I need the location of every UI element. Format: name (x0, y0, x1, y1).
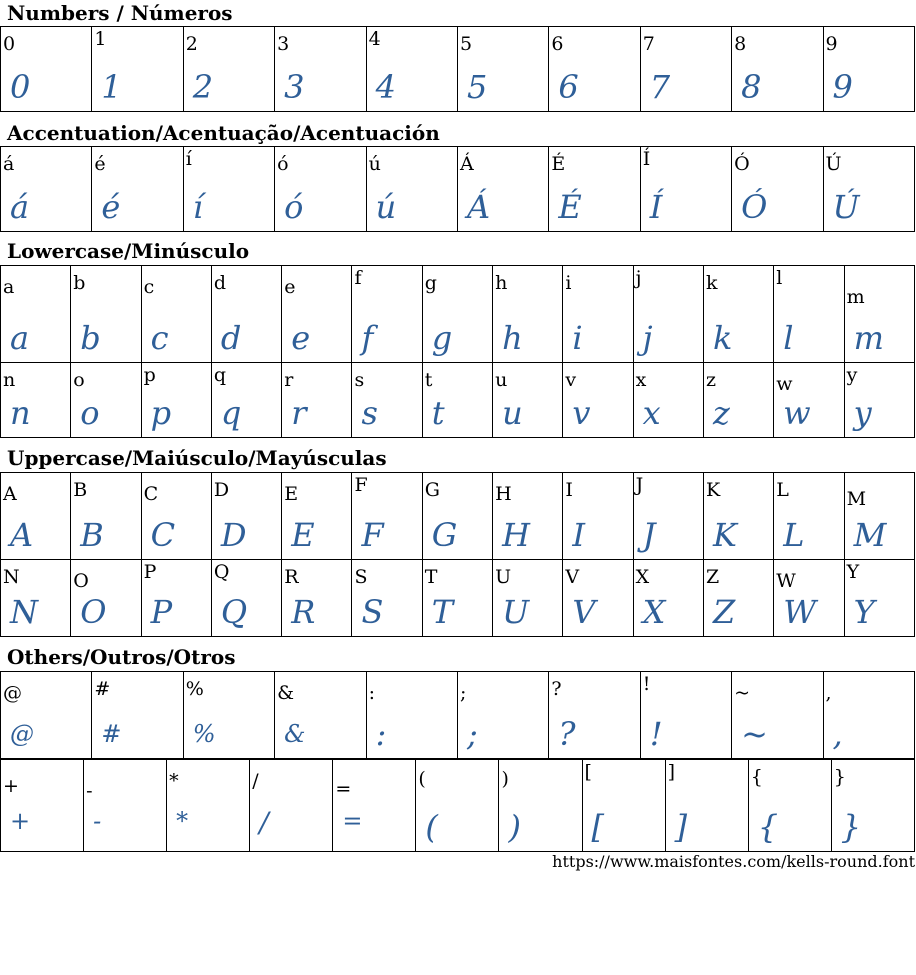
glyph-cell (1, 27, 92, 112)
glyph-sample: / (259, 806, 269, 839)
glyph-sample: ) (508, 808, 521, 846)
glyph-cell (563, 473, 633, 560)
glyph-cell (71, 363, 141, 438)
glyph-label: C (143, 483, 159, 505)
glyph-sample: x (642, 394, 661, 432)
glyph-label: # (94, 678, 111, 700)
glyph-cell (844, 473, 914, 560)
glyph-cell (633, 266, 703, 363)
glyph-label: 5 (459, 33, 473, 55)
glyph-label: p (143, 364, 156, 386)
glyph-sample: z (712, 394, 730, 432)
glyph-sample: d (220, 319, 242, 357)
glyph-label: l (776, 267, 783, 289)
glyph-cell (1, 266, 71, 363)
numbers-grid (0, 26, 915, 112)
glyph-sample: W (783, 593, 817, 631)
glyph-cell (366, 27, 457, 112)
glyph-sample: Í (649, 188, 663, 226)
glyph-cell (844, 363, 914, 438)
glyph-sample: K (712, 516, 737, 554)
glyph-sample: n (10, 394, 31, 432)
glyph-sample: 1 (101, 68, 122, 106)
glyph-cell (499, 760, 582, 852)
glyph-label: c (143, 276, 155, 298)
glyph-cell (141, 560, 211, 637)
glyph-sample: % (192, 720, 216, 748)
glyph-label: k (705, 272, 718, 294)
glyph-sample: L (783, 516, 805, 554)
glyph-sample: Z (712, 593, 736, 631)
glyph-cell (493, 473, 563, 560)
glyph-cell (748, 760, 831, 852)
glyph-label: i (565, 272, 572, 294)
glyph-sample: @ (10, 720, 34, 748)
glyph-sample: ; (466, 715, 478, 753)
glyph-cell (831, 760, 914, 852)
glyph-label: o (73, 369, 85, 391)
glyph-label: A (3, 483, 17, 505)
glyph-cell (493, 266, 563, 363)
glyph-cell (844, 266, 914, 363)
glyph-cell (211, 473, 281, 560)
glyph-cell (422, 266, 492, 363)
glyph-sample: á (10, 188, 30, 226)
glyph-sample: ó (284, 188, 304, 226)
glyph-cell (92, 672, 183, 759)
glyph-label: z (705, 369, 716, 391)
glyph-cell (823, 147, 914, 232)
glyph-sample: A (10, 516, 34, 554)
glyph-cell (352, 266, 422, 363)
glyph-label: , (825, 682, 832, 704)
glyph-cell (549, 147, 640, 232)
glyph-cell (422, 473, 492, 560)
glyph-cell (275, 27, 366, 112)
section-title-accentuation: Accentuation/Acentuação/Acentuación (7, 121, 440, 145)
glyph-cell (703, 560, 773, 637)
glyph-label: y (846, 364, 858, 386)
glyph-cell (640, 672, 731, 759)
glyph-sample: { (757, 808, 779, 846)
glyph-sample: k (712, 319, 733, 357)
glyph-label: Í (642, 148, 651, 170)
glyph-cell (703, 266, 773, 363)
glyph-cell (211, 560, 281, 637)
glyph-label: n (3, 369, 16, 391)
glyph-label: O (73, 570, 89, 592)
glyph-label: + (3, 775, 19, 797)
glyph-cell (844, 560, 914, 637)
glyph-label: 8 (734, 33, 747, 55)
glyph-sample: j (642, 319, 653, 357)
glyph-cell (1, 147, 92, 232)
glyph-label: F (354, 474, 368, 496)
glyph-cell (211, 266, 281, 363)
glyph-cell (275, 147, 366, 232)
glyph-cell (141, 363, 211, 438)
glyph-cell (282, 560, 352, 637)
glyph-sample: w (783, 394, 811, 432)
glyph-cell (549, 672, 640, 759)
glyph-cell (774, 473, 844, 560)
glyph-label: d (213, 272, 227, 294)
glyph-sample: l (783, 319, 794, 357)
glyph-label: s (354, 369, 365, 391)
glyph-cell (333, 760, 416, 852)
glyph-cell (282, 363, 352, 438)
glyph-label: ; (459, 682, 467, 704)
glyph-label: x (635, 369, 647, 391)
glyph-label: Á (459, 153, 474, 175)
glyph-sample: 8 (741, 68, 762, 106)
glyph-cell (92, 27, 183, 112)
glyph-cell (282, 473, 352, 560)
glyph-label: J (635, 474, 644, 496)
glyph-cell (183, 147, 274, 232)
glyph-sample: [ (591, 808, 605, 846)
glyph-label: á (3, 153, 15, 175)
glyph-label: f (354, 267, 362, 289)
glyph-cell (167, 760, 250, 852)
glyph-label: ú (368, 153, 381, 175)
glyph-label: 6 (551, 33, 564, 55)
glyph-label: D (213, 479, 230, 501)
glyph-sample: G (431, 516, 458, 554)
glyph-label: R (284, 566, 299, 588)
glyph-sample: B (80, 516, 104, 554)
glyph-cell (823, 27, 914, 112)
glyph-label: É (551, 153, 566, 175)
glyph-sample: Q (220, 593, 248, 631)
glyph-cell (1, 760, 84, 852)
glyph-sample: b (80, 319, 101, 357)
glyph-cell (1, 672, 92, 759)
glyph-sample: v (572, 394, 591, 432)
glyph-label: h (495, 272, 508, 294)
glyph-label: ! (642, 673, 651, 695)
glyph-sample: ] (674, 808, 688, 846)
glyph-sample: 9 (832, 68, 853, 106)
glyph-label: ~ (734, 682, 751, 704)
glyph-label: g (424, 272, 437, 294)
glyph-label: q (213, 364, 227, 386)
glyph-cell (183, 672, 274, 759)
uppercase-grid (0, 472, 915, 637)
glyph-label: b (73, 272, 86, 294)
glyph-label: m (846, 286, 865, 308)
glyph-sample: p (150, 394, 172, 432)
section-title-uppercase: Uppercase/Maiúsculo/Mayúsculas (7, 446, 387, 470)
glyph-label: N (3, 566, 20, 588)
glyph-sample: J (642, 516, 656, 554)
glyph-label: : (368, 682, 375, 704)
glyph-sample: T (431, 593, 454, 631)
glyph-sample: # (101, 720, 122, 748)
glyph-sample: É (558, 188, 582, 226)
glyph-cell (732, 27, 823, 112)
glyph-label: K (705, 479, 721, 501)
glyph-label: } (833, 766, 846, 788)
glyph-cell (141, 473, 211, 560)
glyph-sample: } (840, 808, 862, 846)
glyph-label: H (495, 483, 512, 505)
glyph-label: é (94, 153, 106, 175)
glyph-cell (703, 363, 773, 438)
glyph-sample: , (832, 715, 843, 753)
glyph-cell (633, 363, 703, 438)
glyph-label: 0 (3, 33, 16, 55)
glyph-cell (71, 266, 141, 363)
glyph-label: í (185, 148, 192, 170)
glyph-sample: o (80, 394, 100, 432)
glyph-cell (1, 473, 71, 560)
glyph-label: Q (213, 561, 230, 583)
glyph-label: t (424, 369, 433, 391)
glyph-sample: O (80, 593, 107, 631)
glyph-cell (563, 266, 633, 363)
glyph-cell (732, 147, 823, 232)
glyph-cell (633, 560, 703, 637)
glyph-sample: 3 (284, 68, 305, 106)
glyph-sample: m (853, 319, 884, 357)
glyph-cell (71, 473, 141, 560)
glyph-label: G (424, 479, 440, 501)
glyph-label: ( (418, 768, 426, 790)
glyph-sample: i (572, 319, 583, 357)
glyph-cell (665, 760, 748, 852)
glyph-label: = (335, 778, 352, 800)
glyph-sample: 2 (192, 68, 214, 106)
glyph-cell (774, 266, 844, 363)
glyph-cell (823, 672, 914, 759)
glyph-label: { (750, 766, 763, 788)
glyph-cell (563, 560, 633, 637)
glyph-sample: N (10, 593, 38, 631)
section-title-numbers: Numbers / Números (7, 1, 233, 25)
glyph-sample: - (93, 807, 102, 835)
glyph-label: 4 (368, 28, 381, 50)
glyph-sample: g (431, 319, 453, 357)
glyph-cell (183, 27, 274, 112)
glyph-label: 3 (277, 33, 290, 55)
glyph-label: E (284, 483, 299, 505)
glyph-label: - (86, 780, 93, 802)
glyph-cell (92, 147, 183, 232)
glyph-sample: ú (375, 188, 397, 226)
glyph-sample: C (150, 516, 176, 554)
glyph-cell (582, 760, 665, 852)
others-grid-row1 (0, 671, 915, 759)
source-url[interactable]: https://www.maisfontes.com/kells-round.font (552, 852, 915, 871)
glyph-sample: ~ (741, 715, 768, 753)
glyph-sample: 5 (466, 68, 488, 106)
glyph-sample: X (642, 593, 666, 631)
glyph-label: 9 (825, 33, 838, 55)
glyph-sample: V (572, 593, 596, 631)
glyph-label: T (424, 566, 438, 588)
glyph-cell (84, 760, 167, 852)
glyph-cell (352, 560, 422, 637)
glyph-label: W (776, 570, 796, 592)
section-title-others: Others/Outros/Otros (7, 645, 236, 669)
glyph-label: ? (551, 678, 562, 700)
glyph-sample: u (502, 394, 523, 432)
glyph-cell (422, 363, 492, 438)
glyph-cell (640, 27, 731, 112)
glyph-sample: f (361, 319, 374, 357)
glyph-cell (71, 560, 141, 637)
glyph-label: a (3, 276, 15, 298)
glyph-label: U (495, 566, 512, 588)
glyph-label: [ (584, 761, 592, 783)
glyph-label: ) (501, 768, 509, 790)
glyph-label: P (143, 561, 157, 583)
glyph-cell (549, 27, 640, 112)
glyph-sample: H (502, 516, 530, 554)
glyph-cell (141, 266, 211, 363)
glyph-sample: F (361, 516, 384, 554)
glyph-sample: I (572, 516, 586, 554)
glyph-label: M (846, 488, 867, 510)
glyph-cell (493, 560, 563, 637)
glyph-sample: Á (466, 188, 491, 226)
section-title-lowercase: Lowercase/Minúsculo (7, 239, 250, 263)
glyph-sample: & (284, 720, 306, 748)
glyph-sample: + (10, 807, 31, 835)
glyph-sample: R (291, 593, 316, 631)
glyph-cell (282, 266, 352, 363)
others-grid-row2 (0, 759, 915, 852)
glyph-label: Ú (825, 153, 842, 175)
glyph-sample: q (220, 394, 242, 432)
glyph-label: V (565, 566, 580, 588)
glyph-cell (422, 560, 492, 637)
glyph-cell (774, 560, 844, 637)
glyph-cell (1, 363, 71, 438)
glyph-sample: t (431, 394, 445, 432)
glyph-sample: y (853, 394, 872, 432)
glyph-sample: ( (425, 808, 438, 846)
glyph-cell (732, 672, 823, 759)
glyph-sample: 6 (558, 68, 579, 106)
glyph-label: j (635, 267, 642, 289)
glyph-label: u (495, 369, 508, 391)
glyph-label: % (185, 678, 204, 700)
glyph-cell (457, 27, 548, 112)
glyph-label: v (565, 369, 577, 391)
glyph-cell (352, 473, 422, 560)
glyph-sample: ! (649, 715, 663, 753)
glyph-sample: M (853, 516, 887, 554)
glyph-label: I (565, 479, 573, 501)
glyph-cell (366, 672, 457, 759)
glyph-cell (774, 363, 844, 438)
glyph-cell (211, 363, 281, 438)
glyph-label: 7 (642, 33, 655, 55)
glyph-cell (640, 147, 731, 232)
glyph-cell (563, 363, 633, 438)
glyph-sample: Y (853, 593, 875, 631)
glyph-sample: S (361, 593, 384, 631)
glyph-label: Z (705, 566, 720, 588)
glyph-cell (366, 147, 457, 232)
glyph-sample: D (220, 516, 247, 554)
glyph-cell (352, 363, 422, 438)
glyph-label: r (284, 369, 294, 391)
glyph-cell (703, 473, 773, 560)
lowercase-grid (0, 265, 915, 438)
glyph-cell (275, 672, 366, 759)
glyph-sample: Ú (832, 188, 860, 226)
glyph-sample: 0 (10, 68, 31, 106)
glyph-label: Ó (734, 153, 750, 175)
glyph-sample: 7 (649, 68, 671, 106)
glyph-label: @ (3, 682, 22, 704)
glyph-sample: é (101, 188, 121, 226)
glyph-label: e (284, 276, 296, 298)
glyph-sample: E (291, 516, 315, 554)
glyph-cell (1, 560, 71, 637)
glyph-label: L (776, 479, 789, 501)
glyph-sample: = (342, 807, 363, 835)
glyph-sample: U (502, 593, 530, 631)
glyph-label: 1 (94, 28, 107, 50)
glyph-sample: : (375, 715, 387, 753)
glyph-label: ] (667, 761, 676, 783)
glyph-sample: Ó (741, 188, 768, 226)
glyph-label: w (776, 373, 793, 395)
glyph-sample: e (291, 319, 311, 357)
glyph-label: / (252, 770, 259, 792)
glyph-sample: a (10, 319, 30, 357)
glyph-sample: h (502, 319, 523, 357)
glyph-sample: í (192, 188, 204, 226)
glyph-cell (633, 473, 703, 560)
glyph-cell (493, 363, 563, 438)
glyph-cell (416, 760, 499, 852)
glyph-sample: r (291, 394, 307, 432)
glyph-sample: 4 (375, 68, 396, 106)
glyph-label: X (635, 566, 650, 588)
glyph-label: & (277, 682, 295, 704)
glyph-sample: s (361, 394, 378, 432)
glyph-cell (250, 760, 333, 852)
glyph-sample: c (150, 319, 169, 357)
glyph-sample: ? (558, 715, 576, 753)
glyph-label: Y (846, 561, 860, 583)
glyph-label: 2 (185, 33, 198, 55)
glyph-label: * (169, 770, 179, 792)
glyph-label: ó (277, 153, 289, 175)
glyph-sample: P (150, 593, 173, 631)
glyph-label: B (73, 479, 88, 501)
glyph-label: S (354, 566, 368, 588)
glyph-cell (457, 672, 548, 759)
accentuation-grid (0, 146, 915, 232)
glyph-sample: * (176, 807, 189, 835)
glyph-cell (457, 147, 548, 232)
